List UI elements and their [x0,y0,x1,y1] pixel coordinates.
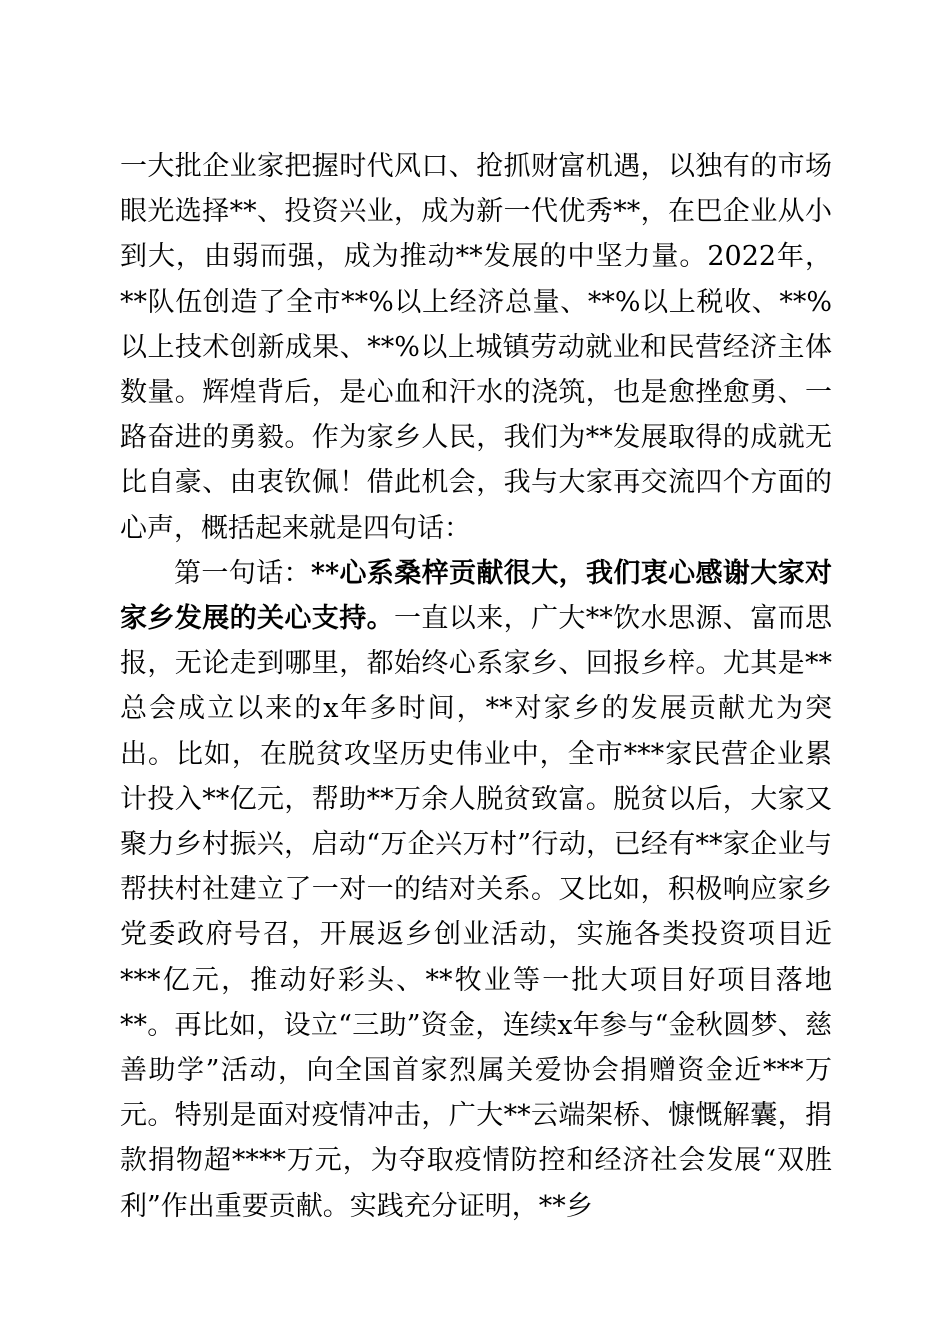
paragraph-2-body: 一直以来，广大**饮水思源、富而思报，无论走到哪里，都始终心系家乡、回报乡梓。尤其是**总会成立以来的x年多时间，**对家乡的发展贡献尤为突出。比如，在脱贫攻坚历史伟业中，全市***家民营企业累计投入**亿元，帮助**万余人脱贫致富。脱贫以后，大家又聚力乡村振兴，启动“万企兴万村”行动，已经有**家企业与帮扶村社建立了一对一的结对关系。又比如，积极响应家乡党委政府号召，开展返乡创业活动，实施各类投资项目近***亿元，推动好彩头、**牧业等一批大项目好项目落地**。再比如，设立“三助”资金，连续x年参与“金秋圆梦、慈善助学”活动，向全国首家烈属关爱协会捐赠资金近***万元。特别是面对疫情冲击，广大**云端架桥、慷慨解囊，捐款捐物超****万元，为夺取疫情防控和经济社会发展“双胜利”作出重要贡献。实践充分证明，**乡 [120,603,832,1222]
paragraph-2-lead-bold: **心系桑梓贡献很大，我们衷心感谢大家对家乡发展的关心支持。 [120,557,832,635]
paragraph-2-lead-label: 第一句话： [174,557,311,589]
paragraph-1: 一大批企业家把握时代风口、抢抓财富机遇，以独有的市场眼光选择**、投资兴业，成为新一代优秀**，在巴企业从小到大，由弱而强，成为推动**发展的中坚力量。2022年，**队伍创造了全市**%以上经济总量、**%以上税收、**%以上技术创新成果、**%以上城镇劳动就业和民营经济主体数量。辉煌背后，是心血和汗水的浇筑，也是愈挫愈勇、一路奋进的勇毅。作为家乡人民，我们为**发展取得的成就无比自豪、由衷钦佩！借此机会，我与大家再交流四个方面的心声，概括起来就是四句话： [120,151,832,544]
body-text [120,144,832,1229]
paragraph-2 [120,551,832,1229]
